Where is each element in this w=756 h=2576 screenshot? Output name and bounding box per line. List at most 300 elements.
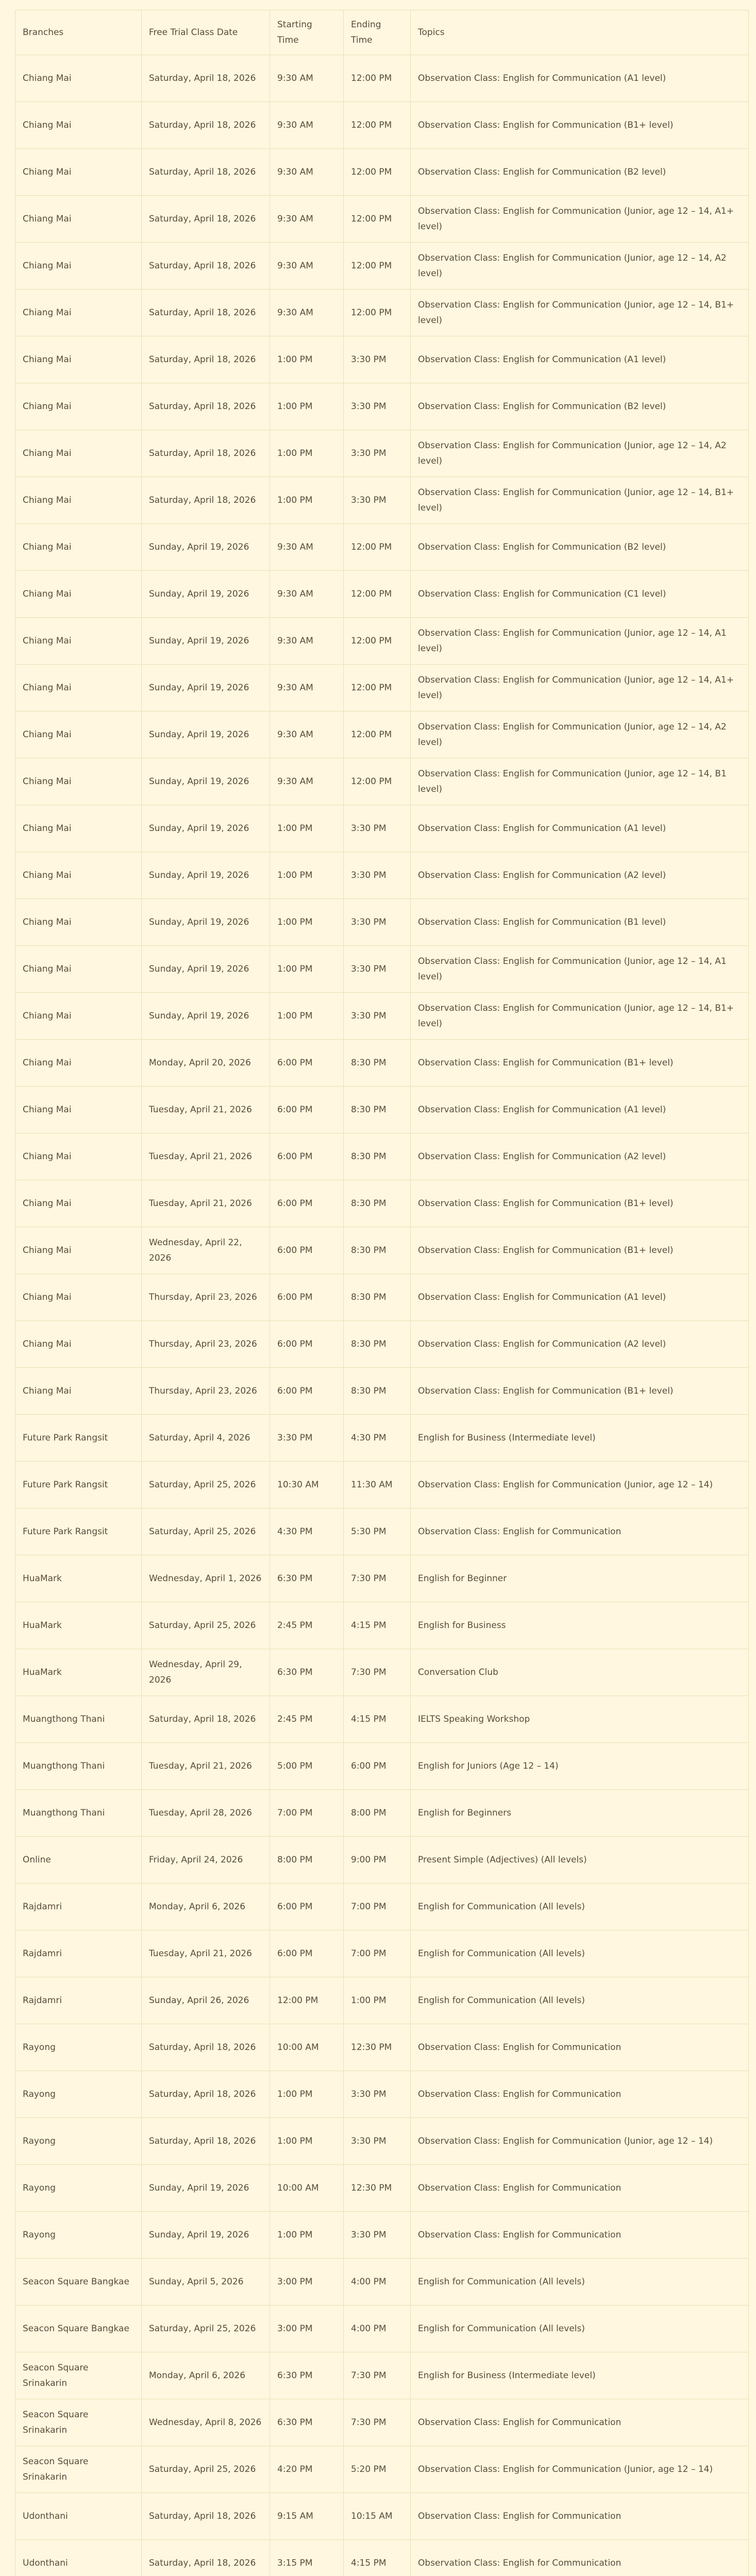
date-cell: Sunday, April 19, 2026 bbox=[142, 899, 270, 946]
branch-cell: Chiang Mai bbox=[15, 571, 142, 618]
table-row bbox=[15, 1884, 749, 1930]
topic-cell: English for Communication (All levels) bbox=[411, 1977, 749, 2024]
start-time-cell: 9:30 AM bbox=[270, 55, 344, 102]
branch-cell: Chiang Mai bbox=[15, 524, 142, 571]
branch-cell: Chiang Mai bbox=[15, 665, 142, 711]
topic-cell: English for Beginners bbox=[411, 1790, 749, 1837]
branch-cell: Chiang Mai bbox=[15, 430, 142, 477]
start-time-cell: 6:00 PM bbox=[270, 1274, 344, 1321]
branch-cell: Chiang Mai bbox=[15, 196, 142, 243]
table-body bbox=[15, 55, 749, 2576]
topic-cell: Observation Class: English for Communication (Junior, age 12 – 14, B1+ level) bbox=[411, 290, 749, 336]
start-time-cell: 10:00 AM bbox=[270, 2165, 344, 2212]
branch-cell: Muangthong Thani bbox=[15, 1696, 142, 1743]
end-time-cell: 3:30 PM bbox=[344, 805, 411, 852]
table-row bbox=[15, 336, 749, 383]
topic-cell: Observation Class: English for Communication (Junior, age 12 – 14, A2 level) bbox=[411, 711, 749, 758]
end-time-cell: 4:15 PM bbox=[344, 2540, 411, 2576]
date-cell: Sunday, April 19, 2026 bbox=[142, 524, 270, 571]
topic-cell: Observation Class: English for Communication (Junior, age 12 – 14, A2 level) bbox=[411, 430, 749, 477]
end-time-cell: 4:30 PM bbox=[344, 1415, 411, 1462]
end-time-cell: 1:00 PM bbox=[344, 1977, 411, 2024]
topic-cell: Observation Class: English for Communication (A2 level) bbox=[411, 852, 749, 899]
start-time-cell: 3:00 PM bbox=[270, 2259, 344, 2306]
date-cell: Thursday, April 23, 2026 bbox=[142, 1274, 270, 1321]
start-time-cell: 6:00 PM bbox=[270, 1321, 344, 1368]
table-row bbox=[15, 2165, 749, 2212]
end-time-cell: 12:00 PM bbox=[344, 524, 411, 571]
start-time-cell: 10:30 AM bbox=[270, 1462, 344, 1509]
start-time-cell: 1:00 PM bbox=[270, 852, 344, 899]
end-time-cell: 3:30 PM bbox=[344, 946, 411, 993]
table-row bbox=[15, 1227, 749, 1274]
topic-cell: English for Juniors (Age 12 – 14) bbox=[411, 1743, 749, 1790]
start-time-cell: 1:00 PM bbox=[270, 946, 344, 993]
start-time-cell: 1:00 PM bbox=[270, 336, 344, 383]
branch-cell: Chiang Mai bbox=[15, 618, 142, 665]
topic-cell: Observation Class: English for Communication (B2 level) bbox=[411, 383, 749, 430]
branch-cell: Chiang Mai bbox=[15, 1321, 142, 1368]
topic-cell: Observation Class: English for Communication bbox=[411, 2165, 749, 2212]
branch-cell: Chiang Mai bbox=[15, 805, 142, 852]
start-time-cell: 3:15 PM bbox=[270, 2540, 344, 2576]
table-row bbox=[15, 383, 749, 430]
end-time-cell: 12:00 PM bbox=[344, 149, 411, 196]
table-row bbox=[15, 805, 749, 852]
date-cell: Saturday, April 18, 2026 bbox=[142, 290, 270, 336]
start-time-cell: 7:00 PM bbox=[270, 1790, 344, 1837]
end-time-cell: 7:30 PM bbox=[344, 1649, 411, 1696]
branch-cell: Future Park Rangsit bbox=[15, 1462, 142, 1509]
start-time-cell: 6:00 PM bbox=[270, 1087, 344, 1133]
branch-cell: Rayong bbox=[15, 2071, 142, 2118]
table-row bbox=[15, 290, 749, 336]
end-time-cell: 7:30 PM bbox=[344, 2352, 411, 2399]
end-time-cell: 8:30 PM bbox=[344, 1321, 411, 1368]
date-cell: Sunday, April 19, 2026 bbox=[142, 805, 270, 852]
start-time-cell: 8:00 PM bbox=[270, 1837, 344, 1884]
end-time-cell: 8:30 PM bbox=[344, 1227, 411, 1274]
branch-cell: Chiang Mai bbox=[15, 149, 142, 196]
date-cell: Sunday, April 19, 2026 bbox=[142, 665, 270, 711]
table-row bbox=[15, 1133, 749, 1180]
table-row bbox=[15, 2446, 749, 2493]
end-time-cell: 4:15 PM bbox=[344, 1696, 411, 1743]
table-header bbox=[15, 10, 749, 55]
date-cell: Saturday, April 18, 2026 bbox=[142, 196, 270, 243]
table-row bbox=[15, 1462, 749, 1509]
topic-cell: English for Business bbox=[411, 1602, 749, 1649]
branch-cell: HuaMark bbox=[15, 1649, 142, 1696]
table-row bbox=[15, 1274, 749, 1321]
topic-cell: Observation Class: English for Communication bbox=[411, 2024, 749, 2071]
topic-cell: Conversation Club bbox=[411, 1649, 749, 1696]
table-row bbox=[15, 2071, 749, 2118]
date-cell: Saturday, April 18, 2026 bbox=[142, 243, 270, 290]
table-row bbox=[15, 1649, 749, 1696]
topic-cell: IELTS Speaking Workshop bbox=[411, 1696, 749, 1743]
date-cell: Thursday, April 23, 2026 bbox=[142, 1368, 270, 1415]
end-time-cell: 4:15 PM bbox=[344, 1602, 411, 1649]
topic-cell: Observation Class: English for Communication (Junior, age 12 – 14, A1 level) bbox=[411, 618, 749, 665]
start-time-cell: 1:00 PM bbox=[270, 805, 344, 852]
branch-cell: Chiang Mai bbox=[15, 711, 142, 758]
topic-cell: Observation Class: English for Communication (Junior, age 12 – 14, B1+ level) bbox=[411, 477, 749, 524]
table-row bbox=[15, 1930, 749, 1977]
end-time-cell: 3:30 PM bbox=[344, 430, 411, 477]
topic-cell: Observation Class: English for Communication (Junior, age 12 – 14, A2 level) bbox=[411, 243, 749, 290]
table-row bbox=[15, 1415, 749, 1462]
branch-cell: Chiang Mai bbox=[15, 290, 142, 336]
end-time-cell: 8:00 PM bbox=[344, 1790, 411, 1837]
start-time-cell: 6:00 PM bbox=[270, 1133, 344, 1180]
table-row bbox=[15, 2493, 749, 2540]
start-time-cell: 6:30 PM bbox=[270, 1649, 344, 1696]
end-time-cell: 7:30 PM bbox=[344, 1555, 411, 1602]
start-time-cell: 9:30 AM bbox=[270, 618, 344, 665]
end-time-cell: 12:00 PM bbox=[344, 711, 411, 758]
topic-cell: Observation Class: English for Communication (B1+ level) bbox=[411, 1368, 749, 1415]
end-time-cell: 8:30 PM bbox=[344, 1368, 411, 1415]
start-time-cell: 1:00 PM bbox=[270, 477, 344, 524]
date-cell: Sunday, April 19, 2026 bbox=[142, 946, 270, 993]
start-time-cell: 6:30 PM bbox=[270, 2399, 344, 2446]
date-cell: Wednesday, April 29, 2026 bbox=[142, 1649, 270, 1696]
table-row bbox=[15, 1602, 749, 1649]
end-time-cell: 8:30 PM bbox=[344, 1040, 411, 1087]
date-cell: Sunday, April 19, 2026 bbox=[142, 618, 270, 665]
branch-cell: Chiang Mai bbox=[15, 1368, 142, 1415]
header-date: Free Trial Class Date bbox=[142, 10, 270, 55]
date-cell: Saturday, April 18, 2026 bbox=[142, 430, 270, 477]
branch-cell: HuaMark bbox=[15, 1555, 142, 1602]
date-cell: Tuesday, April 21, 2026 bbox=[142, 1743, 270, 1790]
start-time-cell: 1:00 PM bbox=[270, 993, 344, 1040]
end-time-cell: 4:00 PM bbox=[344, 2259, 411, 2306]
table-row bbox=[15, 1743, 749, 1790]
date-cell: Monday, April 6, 2026 bbox=[142, 2352, 270, 2399]
start-time-cell: 9:30 AM bbox=[270, 524, 344, 571]
date-cell: Saturday, April 18, 2026 bbox=[142, 2118, 270, 2165]
date-cell: Sunday, April 19, 2026 bbox=[142, 2165, 270, 2212]
header-starting-time: Starting Time bbox=[270, 10, 344, 55]
topic-cell: Observation Class: English for Communication (Junior, age 12 – 14, A1+ level) bbox=[411, 196, 749, 243]
branch-cell: Chiang Mai bbox=[15, 383, 142, 430]
table-row bbox=[15, 149, 749, 196]
end-time-cell: 8:30 PM bbox=[344, 1180, 411, 1227]
branch-cell: HuaMark bbox=[15, 1602, 142, 1649]
date-cell: Tuesday, April 21, 2026 bbox=[142, 1087, 270, 1133]
start-time-cell: 12:00 PM bbox=[270, 1977, 344, 2024]
start-time-cell: 9:30 AM bbox=[270, 758, 344, 805]
date-cell: Saturday, April 25, 2026 bbox=[142, 1509, 270, 1555]
date-cell: Saturday, April 25, 2026 bbox=[142, 2446, 270, 2493]
end-time-cell: 7:30 PM bbox=[344, 2399, 411, 2446]
branch-cell: Chiang Mai bbox=[15, 243, 142, 290]
branch-cell: Chiang Mai bbox=[15, 102, 142, 149]
end-time-cell: 12:00 PM bbox=[344, 665, 411, 711]
branch-cell: Chiang Mai bbox=[15, 1180, 142, 1227]
topic-cell: Observation Class: English for Communication (A2 level) bbox=[411, 1133, 749, 1180]
table-row bbox=[15, 899, 749, 946]
start-time-cell: 9:30 AM bbox=[270, 102, 344, 149]
start-time-cell: 9:30 AM bbox=[270, 665, 344, 711]
end-time-cell: 12:00 PM bbox=[344, 758, 411, 805]
date-cell: Sunday, April 19, 2026 bbox=[142, 993, 270, 1040]
date-cell: Monday, April 6, 2026 bbox=[142, 1884, 270, 1930]
branch-cell: Chiang Mai bbox=[15, 1274, 142, 1321]
branch-cell: Chiang Mai bbox=[15, 477, 142, 524]
branch-cell: Chiang Mai bbox=[15, 1087, 142, 1133]
topic-cell: Observation Class: English for Communication (Junior, age 12 – 14) bbox=[411, 1462, 749, 1509]
branch-cell: Seacon Square Srinakarin bbox=[15, 2352, 142, 2399]
branch-cell: Chiang Mai bbox=[15, 852, 142, 899]
table-row bbox=[15, 1509, 749, 1555]
end-time-cell: 3:30 PM bbox=[344, 336, 411, 383]
table-row bbox=[15, 758, 749, 805]
branch-cell: Muangthong Thani bbox=[15, 1790, 142, 1837]
table-row bbox=[15, 2306, 749, 2352]
date-cell: Tuesday, April 21, 2026 bbox=[142, 1180, 270, 1227]
table-row bbox=[15, 196, 749, 243]
table-row bbox=[15, 1087, 749, 1133]
topic-cell: Observation Class: English for Communication (B2 level) bbox=[411, 524, 749, 571]
branch-cell: Chiang Mai bbox=[15, 1133, 142, 1180]
table-row bbox=[15, 2540, 749, 2576]
date-cell: Saturday, April 18, 2026 bbox=[142, 149, 270, 196]
branch-cell: Chiang Mai bbox=[15, 1227, 142, 1274]
start-time-cell: 6:00 PM bbox=[270, 1930, 344, 1977]
table-row bbox=[15, 1555, 749, 1602]
topic-cell: Observation Class: English for Communication (Junior, age 12 – 14, B1 level) bbox=[411, 758, 749, 805]
topic-cell: Observation Class: English for Communication (Junior, age 12 – 14, B1+ level) bbox=[411, 993, 749, 1040]
topic-cell: Observation Class: English for Communication (A1 level) bbox=[411, 1274, 749, 1321]
date-cell: Tuesday, April 21, 2026 bbox=[142, 1930, 270, 1977]
topic-cell: Observation Class: English for Communication (B1+ level) bbox=[411, 1227, 749, 1274]
start-time-cell: 5:00 PM bbox=[270, 1743, 344, 1790]
date-cell: Monday, April 20, 2026 bbox=[142, 1040, 270, 1087]
topic-cell: English for Communication (All levels) bbox=[411, 1884, 749, 1930]
end-time-cell: 12:30 PM bbox=[344, 2024, 411, 2071]
start-time-cell: 9:30 AM bbox=[270, 290, 344, 336]
table-row bbox=[15, 1790, 749, 1837]
end-time-cell: 12:00 PM bbox=[344, 571, 411, 618]
table-row bbox=[15, 852, 749, 899]
branch-cell: Chiang Mai bbox=[15, 1040, 142, 1087]
topic-cell: English for Business (Intermediate level) bbox=[411, 1415, 749, 1462]
start-time-cell: 2:45 PM bbox=[270, 1696, 344, 1743]
table-row bbox=[15, 2399, 749, 2446]
end-time-cell: 12:00 PM bbox=[344, 196, 411, 243]
date-cell: Tuesday, April 28, 2026 bbox=[142, 1790, 270, 1837]
date-cell: Sunday, April 19, 2026 bbox=[142, 571, 270, 618]
table-row bbox=[15, 2352, 749, 2399]
topic-cell: Observation Class: English for Communication bbox=[411, 2493, 749, 2540]
table-row bbox=[15, 1180, 749, 1227]
table-row bbox=[15, 618, 749, 665]
topic-cell: Observation Class: English for Communication (C1 level) bbox=[411, 571, 749, 618]
topic-cell: Present Simple (Adjectives) (All levels) bbox=[411, 1837, 749, 1884]
end-time-cell: 3:30 PM bbox=[344, 477, 411, 524]
topic-cell: Observation Class: English for Communication (A2 level) bbox=[411, 1321, 749, 1368]
end-time-cell: 3:30 PM bbox=[344, 2071, 411, 2118]
start-time-cell: 4:30 PM bbox=[270, 1509, 344, 1555]
end-time-cell: 3:30 PM bbox=[344, 2118, 411, 2165]
start-time-cell: 6:00 PM bbox=[270, 1368, 344, 1415]
table-row bbox=[15, 2118, 749, 2165]
start-time-cell: 1:00 PM bbox=[270, 383, 344, 430]
start-time-cell: 2:45 PM bbox=[270, 1602, 344, 1649]
branch-cell: Rayong bbox=[15, 2118, 142, 2165]
branch-cell: Rayong bbox=[15, 2024, 142, 2071]
table-row bbox=[15, 430, 749, 477]
date-cell: Saturday, April 18, 2026 bbox=[142, 55, 270, 102]
date-cell: Saturday, April 18, 2026 bbox=[142, 2493, 270, 2540]
start-time-cell: 9:30 AM bbox=[270, 149, 344, 196]
table-row bbox=[15, 1040, 749, 1087]
date-cell: Sunday, April 19, 2026 bbox=[142, 758, 270, 805]
topic-cell: Observation Class: English for Communication bbox=[411, 2399, 749, 2446]
end-time-cell: 3:30 PM bbox=[344, 993, 411, 1040]
date-cell: Saturday, April 18, 2026 bbox=[142, 2071, 270, 2118]
date-cell: Saturday, April 25, 2026 bbox=[142, 1462, 270, 1509]
end-time-cell: 9:00 PM bbox=[344, 1837, 411, 1884]
topic-cell: English for Communication (All levels) bbox=[411, 1930, 749, 1977]
end-time-cell: 12:30 PM bbox=[344, 2165, 411, 2212]
start-time-cell: 1:00 PM bbox=[270, 2212, 344, 2259]
date-cell: Thursday, April 23, 2026 bbox=[142, 1321, 270, 1368]
date-cell: Saturday, April 18, 2026 bbox=[142, 2024, 270, 2071]
table-row bbox=[15, 2259, 749, 2306]
start-time-cell: 10:00 AM bbox=[270, 2024, 344, 2071]
end-time-cell: 8:30 PM bbox=[344, 1133, 411, 1180]
table-row bbox=[15, 993, 749, 1040]
header-ending-time: Ending Time bbox=[344, 10, 411, 55]
branch-cell: Chiang Mai bbox=[15, 899, 142, 946]
table-row bbox=[15, 243, 749, 290]
end-time-cell: 6:00 PM bbox=[344, 1743, 411, 1790]
topic-cell: English for Communication (All levels) bbox=[411, 2306, 749, 2352]
free-trial-schedule-table bbox=[15, 10, 749, 2576]
topic-cell: Observation Class: English for Communication (B2 level) bbox=[411, 149, 749, 196]
branch-cell: Online bbox=[15, 1837, 142, 1884]
topic-cell: Observation Class: English for Communication bbox=[411, 2540, 749, 2576]
start-time-cell: 3:30 PM bbox=[270, 1415, 344, 1462]
table-row bbox=[15, 2024, 749, 2071]
start-time-cell: 9:15 AM bbox=[270, 2493, 344, 2540]
end-time-cell: 3:30 PM bbox=[344, 899, 411, 946]
table-row bbox=[15, 102, 749, 149]
table-row bbox=[15, 55, 749, 102]
header-branches: Branches bbox=[15, 10, 142, 55]
topic-cell: English for Communication (All levels) bbox=[411, 2259, 749, 2306]
end-time-cell: 8:30 PM bbox=[344, 1087, 411, 1133]
topic-cell: Observation Class: English for Communication (B1+ level) bbox=[411, 102, 749, 149]
branch-cell: Seacon Square Srinakarin bbox=[15, 2399, 142, 2446]
date-cell: Saturday, April 25, 2026 bbox=[142, 2306, 270, 2352]
start-time-cell: 6:00 PM bbox=[270, 1227, 344, 1274]
start-time-cell: 6:00 PM bbox=[270, 1180, 344, 1227]
date-cell: Saturday, April 18, 2026 bbox=[142, 2540, 270, 2576]
branch-cell: Future Park Rangsit bbox=[15, 1415, 142, 1462]
date-cell: Wednesday, April 1, 2026 bbox=[142, 1555, 270, 1602]
branch-cell: Seacon Square Bangkae bbox=[15, 2306, 142, 2352]
date-cell: Sunday, April 19, 2026 bbox=[142, 711, 270, 758]
start-time-cell: 4:20 PM bbox=[270, 2446, 344, 2493]
topic-cell: Observation Class: English for Communication (Junior, age 12 – 14) bbox=[411, 2446, 749, 2493]
branch-cell: Rayong bbox=[15, 2212, 142, 2259]
start-time-cell: 9:30 AM bbox=[270, 571, 344, 618]
topic-cell: English for Beginner bbox=[411, 1555, 749, 1602]
branch-cell: Seacon Square Srinakarin bbox=[15, 2446, 142, 2493]
branch-cell: Rayong bbox=[15, 2165, 142, 2212]
date-cell: Wednesday, April 22, 2026 bbox=[142, 1227, 270, 1274]
date-cell: Saturday, April 18, 2026 bbox=[142, 336, 270, 383]
date-cell: Sunday, April 5, 2026 bbox=[142, 2259, 270, 2306]
topic-cell: Observation Class: English for Communication bbox=[411, 1509, 749, 1555]
table-row bbox=[15, 2212, 749, 2259]
end-time-cell: 3:30 PM bbox=[344, 2212, 411, 2259]
start-time-cell: 9:30 AM bbox=[270, 711, 344, 758]
date-cell: Sunday, April 19, 2026 bbox=[142, 2212, 270, 2259]
end-time-cell: 12:00 PM bbox=[344, 290, 411, 336]
topic-cell: Observation Class: English for Communication (Junior, age 12 – 14, A1 level) bbox=[411, 946, 749, 993]
branch-cell: Rajdamri bbox=[15, 1884, 142, 1930]
date-cell: Tuesday, April 21, 2026 bbox=[142, 1133, 270, 1180]
branch-cell: Chiang Mai bbox=[15, 758, 142, 805]
end-time-cell: 11:30 AM bbox=[344, 1462, 411, 1509]
start-time-cell: 1:00 PM bbox=[270, 430, 344, 477]
topic-cell: Observation Class: English for Communication (Junior, age 12 – 14) bbox=[411, 2118, 749, 2165]
end-time-cell: 10:15 AM bbox=[344, 2493, 411, 2540]
topic-cell: Observation Class: English for Communication (B1+ level) bbox=[411, 1180, 749, 1227]
end-time-cell: 12:00 PM bbox=[344, 243, 411, 290]
branch-cell: Chiang Mai bbox=[15, 336, 142, 383]
branch-cell: Udonthani bbox=[15, 2540, 142, 2576]
topic-cell: Observation Class: English for Communication (B1+ level) bbox=[411, 1040, 749, 1087]
table-row bbox=[15, 946, 749, 993]
topic-cell: Observation Class: English for Communication (B1 level) bbox=[411, 899, 749, 946]
start-time-cell: 9:30 AM bbox=[270, 243, 344, 290]
end-time-cell: 3:30 PM bbox=[344, 383, 411, 430]
date-cell: Saturday, April 25, 2026 bbox=[142, 1602, 270, 1649]
date-cell: Saturday, April 18, 2026 bbox=[142, 102, 270, 149]
date-cell: Friday, April 24, 2026 bbox=[142, 1837, 270, 1884]
branch-cell: Chiang Mai bbox=[15, 993, 142, 1040]
table-row bbox=[15, 477, 749, 524]
header-row bbox=[15, 10, 749, 55]
branch-cell: Udonthani bbox=[15, 2493, 142, 2540]
branch-cell: Chiang Mai bbox=[15, 946, 142, 993]
table-row bbox=[15, 711, 749, 758]
end-time-cell: 5:30 PM bbox=[344, 1509, 411, 1555]
end-time-cell: 12:00 PM bbox=[344, 55, 411, 102]
branch-cell: Chiang Mai bbox=[15, 55, 142, 102]
start-time-cell: 6:30 PM bbox=[270, 1555, 344, 1602]
topic-cell: English for Business (Intermediate level) bbox=[411, 2352, 749, 2399]
start-time-cell: 6:00 PM bbox=[270, 1040, 344, 1087]
table-row bbox=[15, 1977, 749, 2024]
table-row bbox=[15, 1696, 749, 1743]
topic-cell: Observation Class: English for Communication bbox=[411, 2071, 749, 2118]
topic-cell: Observation Class: English for Communication (A1 level) bbox=[411, 336, 749, 383]
end-time-cell: 7:00 PM bbox=[344, 1930, 411, 1977]
branch-cell: Muangthong Thani bbox=[15, 1743, 142, 1790]
table-row bbox=[15, 1368, 749, 1415]
table-row bbox=[15, 571, 749, 618]
end-time-cell: 12:00 PM bbox=[344, 102, 411, 149]
header-topics: Topics bbox=[411, 10, 749, 55]
